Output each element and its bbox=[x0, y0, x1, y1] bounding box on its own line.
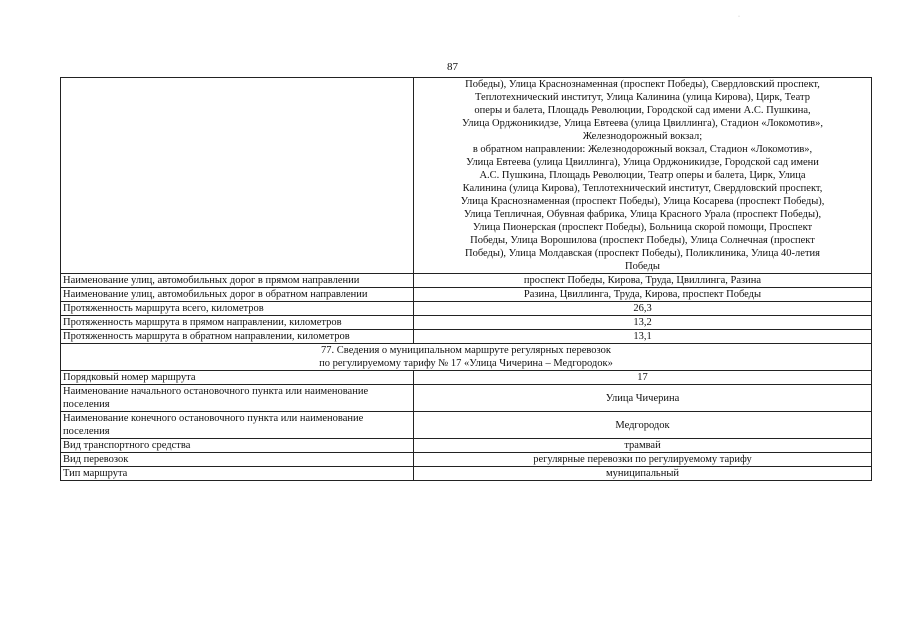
forward-length-label: Протяженность маршрута в прямом направлении, километров bbox=[61, 316, 414, 330]
route-type-value: муниципальный bbox=[414, 467, 872, 481]
table-row bbox=[61, 274, 872, 288]
table-row bbox=[61, 453, 872, 467]
reverse-stops-line: Улица Тепличная, Обувная фабрика, Улица Красного Урала (проспект Победы), bbox=[463, 209, 822, 220]
table-row bbox=[61, 302, 872, 316]
transport-kind-value: регулярные перевозки по регулируемому тарифу bbox=[414, 453, 872, 467]
route-number-label: Порядковый номер маршрута bbox=[61, 371, 414, 385]
reverse-streets-label: Наименование улиц, автомобильных дорог в обратном направлении bbox=[61, 288, 414, 302]
scan-mark: · bbox=[738, 14, 740, 20]
table-row bbox=[61, 371, 872, 385]
forward-stops-line: Теплотехнический институт, Улица Калинина (улица Кирова), Цирк, Театр bbox=[475, 92, 810, 103]
end-stop-label: Наименование конечного остановочного пункта или наименование поселения bbox=[61, 412, 414, 439]
route-stops-description bbox=[414, 78, 872, 274]
reverse-stops-line: Улица Евтеева (улица Цвиллинга), Улица Орджоникидзе, Городской сад имени bbox=[466, 157, 819, 168]
reverse-stops-line: Улица Краснознаменная (проспект Победы), Улица Косарева (проспект Победы), bbox=[460, 196, 825, 207]
forward-length-value: 13,2 bbox=[414, 316, 872, 330]
forward-streets-value: проспект Победы, Кирова, Труда, Цвиллинга, Разина bbox=[414, 274, 872, 288]
forward-stops-line: оперы и балета, Площадь Революции, Городской сад имени А.С. Пушкина, bbox=[474, 105, 811, 116]
table-row bbox=[61, 439, 872, 453]
forward-stops-line: Улица Орджоникидзе, Улица Евтеева (улица Цвиллинга), Стадион «Локомотив», bbox=[461, 118, 824, 129]
reverse-stops-line: Победы bbox=[625, 261, 660, 272]
vehicle-type-label: Вид транспортного средства bbox=[61, 439, 414, 453]
reverse-stops-line: Улица Пионерская (проспект Победы), Больница скорой помощи, Проспект bbox=[472, 222, 813, 233]
reverse-stops-line: А.С. Пушкина, Площадь Революции, Театр оперы и балета, Цирк, Улица bbox=[479, 170, 806, 181]
table-row bbox=[61, 412, 872, 439]
route-type-label: Тип маршрута bbox=[61, 467, 414, 481]
vehicle-type-value: трамвай bbox=[414, 439, 872, 453]
forward-stops-line: Победы), Улица Краснознаменная (проспект Победы), Свердловский проспект, bbox=[465, 79, 820, 90]
section-heading-line: по регулируемому тарифу № 17 «Улица Чичерина – Медгородок» bbox=[319, 358, 613, 369]
section-heading-line: 77. Сведения о муниципальном маршруте регулярных перевозок bbox=[321, 345, 611, 356]
reverse-stops-line: Калинина (улица Кирова), Теплотехнический институт, Свердловский проспект, bbox=[462, 183, 823, 194]
table-row bbox=[61, 288, 872, 302]
table-row bbox=[61, 385, 872, 412]
route-table bbox=[60, 77, 872, 481]
section-header-row bbox=[61, 344, 872, 371]
route-number-value: 17 bbox=[414, 371, 872, 385]
page-number: 87 bbox=[447, 61, 458, 73]
transport-kind-label: Вид перевозок bbox=[61, 453, 414, 467]
start-stop-label: Наименование начального остановочного пункта или наименование поселения bbox=[61, 385, 414, 412]
reverse-stops-line: Победы, Улица Ворошилова (проспект Победы), Улица Солнечная (проспект bbox=[470, 235, 815, 246]
total-length-label: Протяженность маршрута всего, километров bbox=[61, 302, 414, 316]
reverse-length-value: 13,1 bbox=[414, 330, 872, 344]
table-row bbox=[61, 78, 872, 274]
start-stop-value: Улица Чичерина bbox=[414, 385, 872, 412]
section-heading bbox=[61, 344, 872, 371]
table-row bbox=[61, 467, 872, 481]
end-stop-value: Медгородок bbox=[414, 412, 872, 439]
empty-label-cell bbox=[61, 78, 414, 274]
reverse-length-label: Протяженность маршрута в обратном направлении, километров bbox=[61, 330, 414, 344]
reverse-stops-line: в обратном направлении: Железнодорожный вокзал, Стадион «Локомотив», bbox=[472, 144, 813, 155]
forward-stops-line: Железнодорожный вокзал; bbox=[582, 131, 703, 142]
table-row bbox=[61, 330, 872, 344]
reverse-streets-value: Разина, Цвиллинга, Труда, Кирова, проспект Победы bbox=[414, 288, 872, 302]
total-length-value: 26,3 bbox=[414, 302, 872, 316]
forward-streets-label: Наименование улиц, автомобильных дорог в прямом направлении bbox=[61, 274, 414, 288]
table-row bbox=[61, 316, 872, 330]
reverse-stops-line: Победы), Улица Молдавская (проспект Победы), Поликлиника, Улица 40-летия bbox=[464, 248, 820, 259]
